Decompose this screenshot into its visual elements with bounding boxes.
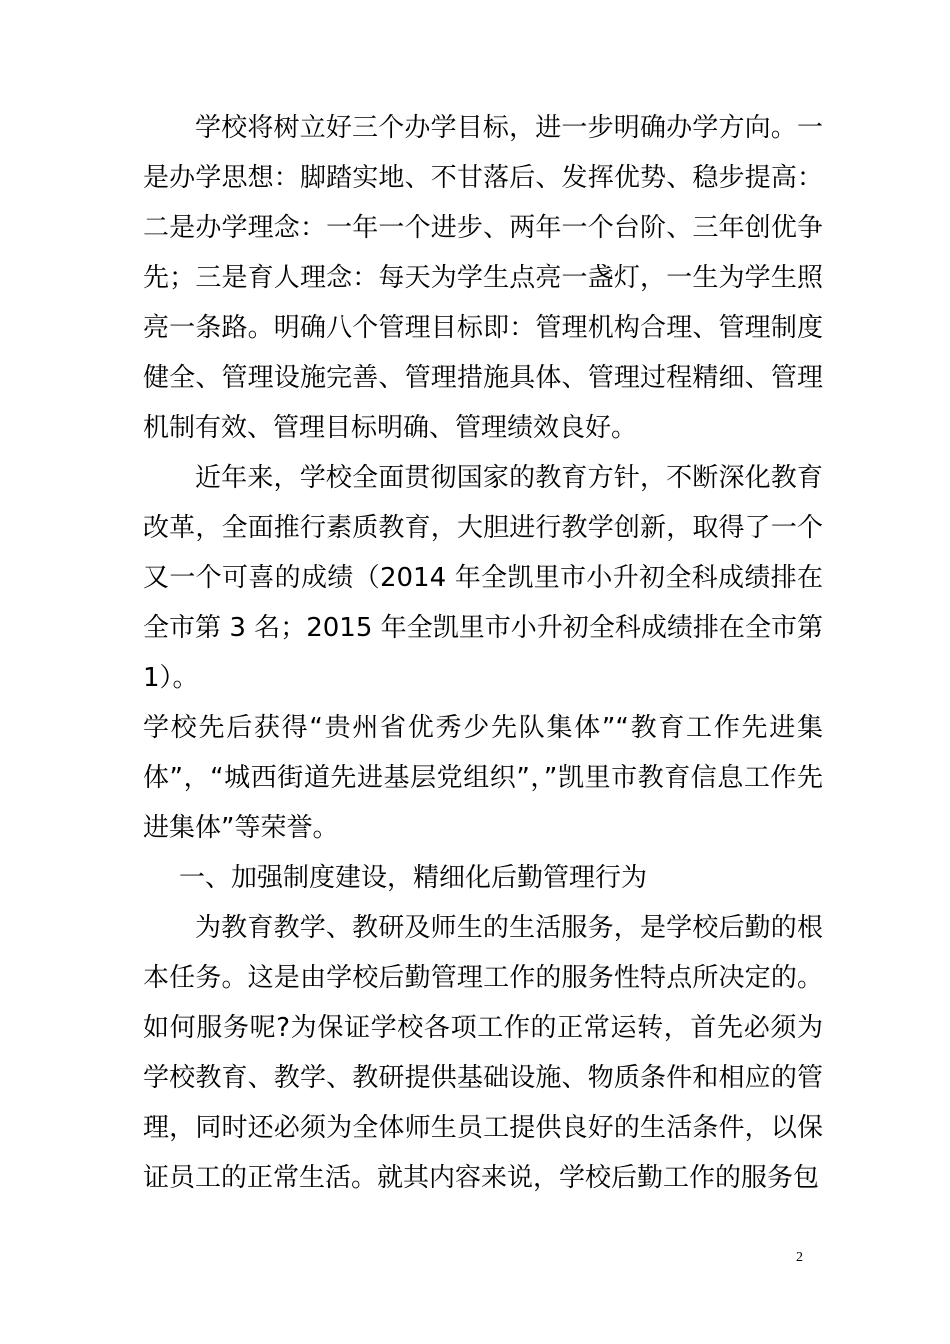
paragraph-goals: 学校将树立好三个办学目标，进一步明确办学方向。一是办学思想：脚踏实地、不甘落后、发挥优势、稳步提高：二是办学理念：一年一个进步、两年一个台阶、三年创优争先；三是育人理念：每天为学生点亮一盏灯，一生为学生照亮一条路。明确八个管理目标即：管理机构合理、管理制度健全、管理设施完善、管理措施具体、管理过程精细、管理机制有效、管理目标明确、管理绩效良好。: [143, 113, 823, 443]
paragraph-achievements: 近年来，学校全面贯彻国家的教育方针，不断深化教育改革，全面推行素质教育，大胆进行教学创新，取得了一个又一个可喜的成绩（2014 年全凯里市小升初全科成绩排在全市第 3 名；2015 年全凯里市小升初全科成绩排在全市第 1）。: [143, 463, 823, 693]
paragraph-logistics: 为教育教学、教研及师生的生活服务，是学校后勤的根本任务。这是由学校后勤管理工作的服务性特点所决定的。如何服务呢?为保证学校各项工作的正常运转，首先必须为学校教育、教学、教研提供基础设施、物质条件和相应的管理，同时还必须为全体师生员工提供良好的生活条件，以保证员工的正常生活。就其内容来说，学校后勤工作的服务包: [143, 913, 823, 1193]
section-heading: 一、加强制度建设，精细化后勤管理行为: [179, 863, 648, 893]
paragraph-honors: 学校先后获得“贵州省优秀少先队集体”“教育工作先进集体”，“城西街道先进基层党组织”，”凯里市教育信息工作先进集体”等荣誉。: [143, 713, 823, 843]
page-number: 2: [796, 1250, 803, 1265]
body-text: [143, 103, 823, 1203]
